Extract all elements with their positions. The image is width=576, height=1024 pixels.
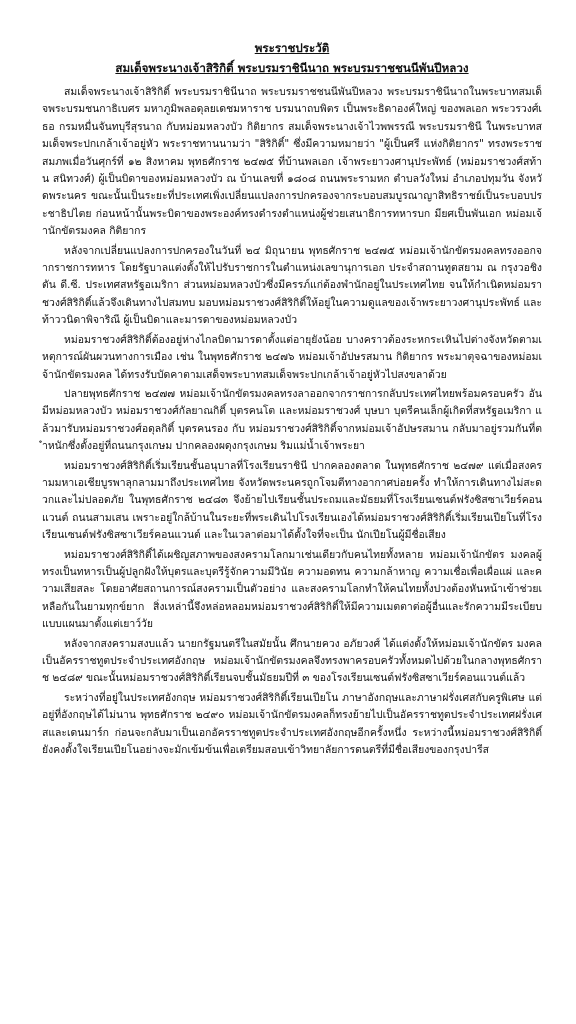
- paragraph-4: ปลายพุทธศักราช ๒๔๗๗ หม่อมเจ้านักขัตรมงคลทรงลาออกจากราชการกลับประเทศไทยพร้อมครอบครัว อันมีหม่อมหลวงบัว หม่อมราชวงศ์กัลยาณกิติ์ บุตรคนโต และหม่อมราชวงศ์ บุษบา บุตรีคนเล็กผู้เกิดที่สหรัฐอเมริกา แล้วมารับหม่อมราชวงศ์อดุลกิติ์ บุตรคนรอง กับ หม่อมราชวงศ์สิริกิติ์จากหม่อมเจ้าอัปษรสมาน กลับมาอยู่รวมกันที่ตำหนักซึ่งตั้งอยู่ที่ถนนกรุงเกษม ปากคลองผดุงกรุงเกษม ริมแม่น้ำเจ้าพระยา: [42, 387, 542, 453]
- document-title: พระราชประวัติ: [254, 41, 330, 55]
- paragraph-7: หลังจากสงครามสงบแล้ว นายกรัฐมนตรีในสมัยนั้น ศึกนายควง อภัยวงศ์ ได้แต่งตั้งให้หม่อมเจ้านักขัตร มงคลเป็นอัครราชทูตประจำประเทศอังกฤษ หม่อมเจ้านักขัตรมงคลจึงทรงพาครอบครัวทั้งหมดไปด้วยในกลางพุทธศักราช ๒๔๘๙ ขณะนั้นหม่อมราชวงศ์สิริกิติ์เรียนจบชั้นมัธยมปีที่ ๓ ของโรงเรียนเซนต์ฟรังซิสซาเวียร์คอนแวนต์แล้ว: [42, 637, 542, 685]
- paragraph-6: หม่อมราชวงศ์สิริกิติ์ได้เผชิญสภาพของสงครามโลกมาเช่นเดียวกับคนไทยทั้งหลาย หม่อมเจ้านักขัตร มงคลผู้ทรงเป็นทหารเป็นผู้ปลูกฝังให้บุตรและบุตรีรู้จักความมีวินัย ความอดทน ความกล้าหาญ ความเชื่อเพื่อเผื่อแผ่ และความเสียสละ โดยอาศัยสถานการณ์สงครามเป็นตัวอย่าง และสงครามโลกทำให้คนไทยทั้งปวงต้องหันหน้าเข้าช่วยเหลือกันในยามทุกข์ยาก สิ่งเหล่านี้จึงหล่อหลอมหม่อมราชวงศ์สิริกิติ์ให้มีความเมตตาต่อผู้อื่นและรักความมีระเบียบแบบแผนมาตั้งแต่เยาว์วัย: [42, 548, 542, 631]
- paragraph-1: สมเด็จพระนางเจ้าสิริกิติ์ พระบรมราชินีนาถ พระบรมราชชนนีพันปีหลวง พระบรมราชินีนาถในพระบาทสมเด็จพระบรมชนกาธิเบศร มหาภูมิพลอดุลยเดชมหาราช บรมนาถบพิตร เป็นพระธิดาองค์ใหญ่ ของพลเอก พระวรวงศ์เธอ กรมหมื่นจันทบุรีสุรนาถ กับหม่อมหลวงบัว กิติยากร สมเด็จพระนางเจ้าไวพพรรณี พระบรมราชินี ในพระบาทสมเด็จพระปกเกล้าเจ้าอยู่หัว พระราชทานนามว่า "สิริกิติ์" ซึ่งมีความหมายว่า "ผู้เป็นศรี แห่งกิติยากร" ทรงพระราชสมภพเมื่อวันศุกร์ที่ ๑๒ สิงหาคม พุทธศักราช ๒๔๗๕ ที่บ้านพลเอก เจ้าพระยาวงศานุประพัทธ์ (หม่อมราชวงศ์สท้าน สนิทวงศ์) ผู้เป็นบิดาของหม่อมหลวงบัว ณ บ้านเลขที่ ๑๘๐๘ ถนนพระรามหก ตำบลวังใหม่ อำเภอปทุมวัน จังหวัดพระนคร ขณะนั้นเป็นระยะที่ประเทศเพิ่งเปลี่ยนแปลงการปกครองจากระบอบสมบูรณาญาสิทธิราชย์เป็นระบอบประชาธิปไตย ก่อนหน้านั้นพระบิดาของพระองค์ทรงดำรงตำแหน่งผู้ช่วยเสนาธิการทหารบก มียศเป็นพันเอก หม่อมเจ้านักขัตรมงคล กิติยากร: [42, 86, 542, 238]
- paragraph-3: หม่อมราชวงศ์สิริกิติ์ต้องอยู่ห่างไกลบิดามารดาตั้งแต่อายุยังน้อย บางคราวต้องระหกระเหินไปต่างจังหวัดตามเหตุการณ์ผันผวนทางการเมือง เช่น ในพุทธศักราช ๒๔๗๖ หม่อมเจ้าอัปษรสมาน กิติยากร พระมาตุจฉาของหม่อมเจ้านักขัตรมงคล ได้ทรงรับบัดคาตามเสด็จพระบาทสมเด็จพระปกเกล้าเจ้าอยู่หัวไปสงขลาด้วย: [42, 333, 542, 381]
- document-subtitle: สมเด็จพระนางเจ้าสิริกิติ์ พระบรมราชินีนาถ พระบรมราชชนนีพันปีหลวง: [115, 61, 469, 75]
- paragraph-5: หม่อมราชวงศ์สิริกิติ์เริ่มเรียนชั้นอนุบาลที่โรงเรียนราชินี ปากคลองตลาด ในพุทธศักราช ๒๔๗๙ แต่เมื่อสงครามมหาเอเชียบูรพาลุกลามมาถึงประเทศไทย จังหวัดพระนครถูกโจมตีทางอากาศบ่อยครั้ง ทำให้การเดินทางไม่สะดวกและไม่ปลอดภัย ในพุทธศักราช ๒๔๘๓ จึงย้ายไปเรียนชั้นประถมและมัธยมที่โรงเรียนเซนต์ฟรังซิสซาเวียร์คอนแวนต์ ถนนสามเสน เพราะอยู่ใกล้บ้านในระยะที่พระเดินไปโรงเรียนเองได้หม่อมราชวงศ์สิริกิติ์เริ่มเรียนเปียโนที่โรงเรียนเซนต์ฟรังซิสซาเวียร์คอนแวนต์ และในเวลาต่อมาได้ตั้งใจที่จะเป็น นักเปียโนผู้มีชื่อเสียง: [42, 459, 542, 542]
- paragraph-8: ระหว่างที่อยู่ในประเทศอังกฤษ หม่อมราชวงศ์สิริกิติ์เรียนเปียโน ภาษาอังกฤษและภาษาฝรั่งเศสกับครูพิเศษ แต่อยู่ที่อังกฤษได้ไม่นาน พุทธศักราช ๒๔๙๐ หม่อมเจ้านักขัตรมงคลก็ทรงย้ายไปเป็นอัครราชทูตประจำประเทศฝรั่งเศสและเดนมาร์ก ก่อนจะกลับมาเป็นเอกอัครราชทูตประจำประเทศอังกฤษอีกครั้งหนึ่ง ระหว่างนี้หม่อมราชวงศ์สิริกิติ์ ยังคงตั้งใจเรียนเปียโนอย่างจะมักเข้มข้นเพื่อเตรียมสอบเข้าวิทยาลัยการดนตรีที่มีชื่อเสียงของกรุงปารีส: [42, 691, 542, 757]
- paragraph-2: หลังจากเปลี่ยนแปลงการปกครองในวันที่ ๒๔ มิถุนายน พุทธศักราช ๒๔๗๕ หม่อมเจ้านักขัตรมงคลทรงออกจากราชการทหาร โดยรัฐบาลแต่งตั้งให้ไปรับราชการในตำแหน่งเลขานุการเอก ประจำสถานทูตสยาม ณ กรุงวอชิงตัน ดี.ซี. ประเทศสหรัฐอเมริกา ส่วนหม่อมหลวงบัวซึ่งมีครรภ์แก่ต้องพำนักอยู่ในประเทศไทย จนให้กำเนิดหม่อมราชวงศ์สิริกิติ์แล้วจึงเดินทางไปสมทบ มอบหม่อมราชวงศ์สิริกิติ์ให้อยู่ในความดูแลของเจ้าพระยาวงศานุประพัทธ์ และท้าววนิดาพิจาริณี ผู้เป็นบิดาและมารดาของหม่อมหลวงบัว: [42, 244, 542, 327]
